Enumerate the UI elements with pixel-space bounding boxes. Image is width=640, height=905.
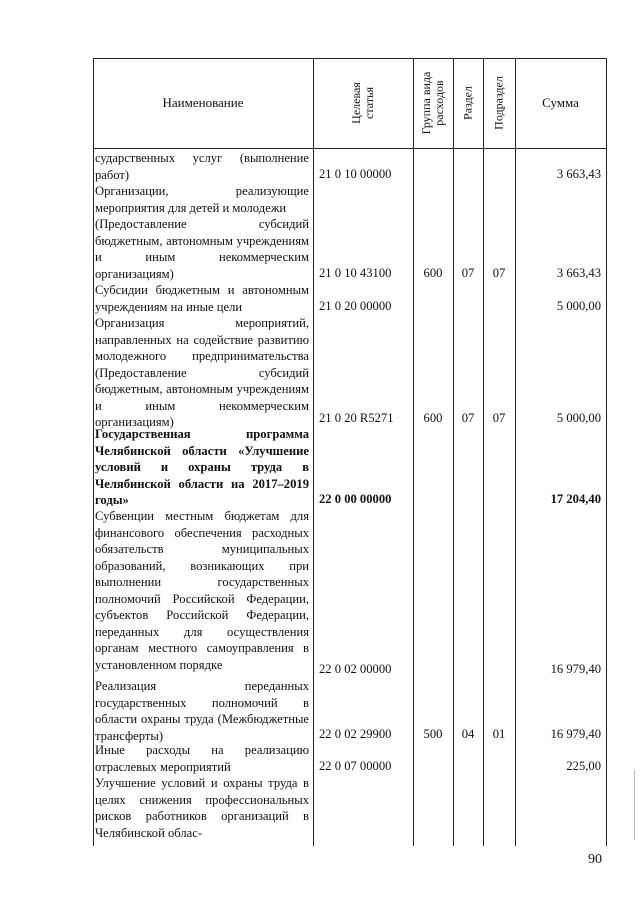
row-subsection: 07 <box>492 266 506 280</box>
header-bottom-border <box>93 148 607 149</box>
row-name: Субвенции местным бюджетам для финансового обеспечения расходных обязательств муниципальных образований, возникающих при выполнении государственных полномочий Российской Федерации, субъектов Российской Федерации, переданных для осуществления органам местного самоуправления в установленном порядке <box>95 509 309 672</box>
page-number: 90 <box>588 852 602 867</box>
row-sum: 3 663,43 <box>556 266 601 280</box>
row-code: 21 0 10 43100 <box>319 266 392 280</box>
row-section: 07 <box>461 266 475 280</box>
row-name: Реализация переданных государственных полномочий в области охраны труда (Межбюджетные трансферты) <box>95 679 309 743</box>
header-section: Раздел <box>460 86 475 120</box>
row-sum: 225,00 <box>566 759 601 773</box>
header-sum: Сумма <box>542 95 579 110</box>
table-left-border <box>93 58 94 846</box>
row-sum: 16 979,40 <box>550 727 601 741</box>
col-divider-name <box>313 58 314 846</box>
row-name: Субсидии бюджетным и автономным учреждениям на иные цели <box>95 283 309 314</box>
header-name: Наименование <box>162 95 244 110</box>
row-name: Улучшение условий и охраны труда в целях снижения профессиональных рисков работников организаций в Челябинской облас- <box>95 776 309 840</box>
row-name: (Предоставление субсидий бюджетным, автономным учреждениям и иным некоммерческим организациям) <box>95 217 309 281</box>
row-group: 600 <box>423 411 443 425</box>
row-group: 600 <box>423 266 443 280</box>
col-divider-subsection <box>515 58 516 846</box>
row-name-program: Государственная программа Челябинской области «Улучшение условий и охраны труда в Челябинской области на 2017–2019 годы» <box>95 427 309 507</box>
row-name: Иные расходы на реализацию отраслевых мероприятий <box>95 743 309 774</box>
row-name: сударственных услуг (выполнение работ) <box>95 151 309 182</box>
row-sum: 16 979,40 <box>550 662 601 676</box>
row-sum: 3 663,43 <box>556 167 601 181</box>
row-subsection: 01 <box>492 727 506 741</box>
row-code: 21 0 20 00000 <box>319 299 392 313</box>
table-right-border <box>606 58 607 846</box>
row-sum: 17 204,40 <box>550 492 601 506</box>
header-group: Группа вида расходов <box>419 71 446 135</box>
row-code: 22 0 02 00000 <box>319 662 392 676</box>
row-code: 22 0 07 00000 <box>319 759 392 773</box>
row-code: 22 0 02 29900 <box>319 727 392 741</box>
row-group: 500 <box>423 727 443 741</box>
row-code: 21 0 20 R5271 <box>319 411 394 425</box>
row-sum: 5 000,00 <box>556 411 601 425</box>
row-section: 07 <box>461 411 475 425</box>
row-section: 04 <box>461 727 475 741</box>
row-name: Организация мероприятий, направленных на содействие развитию молодежного предпринимательства (Предоставление субсидий бюджетным, автономным учреждениям и иным некоммерческим организациям) <box>95 316 309 429</box>
budget-table <box>93 58 607 846</box>
row-sum: 5 000,00 <box>556 299 601 313</box>
scan-edge-mark <box>634 770 635 840</box>
row-name: Организации, реализующие мероприятия для детей и молодежи <box>95 184 309 215</box>
header-subsection: Подраздел <box>491 76 506 130</box>
row-code: 22 0 00 00000 <box>319 492 392 506</box>
header-code: Целевая статья <box>349 82 376 124</box>
row-subsection: 07 <box>492 411 506 425</box>
row-code: 21 0 10 00000 <box>319 167 392 181</box>
